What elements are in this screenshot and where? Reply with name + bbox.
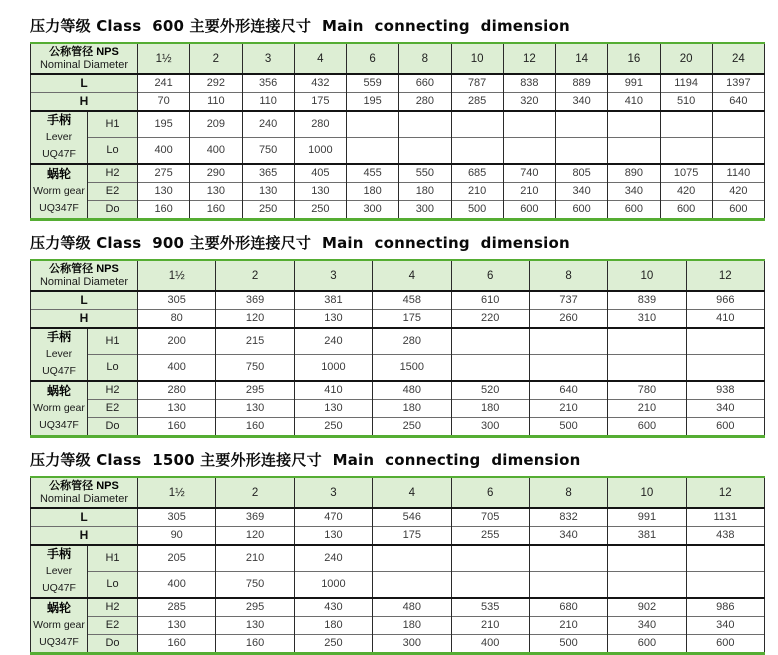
sub-label-cell: Lo [88, 138, 138, 165]
group-label-cell [31, 164, 88, 220]
value-cell: 600 [608, 418, 686, 437]
value-cell: 160 [138, 635, 216, 654]
value-cell [608, 138, 660, 165]
value-cell: 160 [138, 201, 190, 220]
value-cell: 210 [608, 400, 686, 418]
value-cell: 340 [529, 527, 607, 546]
value-cell: 210 [503, 183, 555, 201]
nominal-diameter-header-cell [31, 260, 138, 291]
header-line-zh: 公称管径 NPS [49, 262, 119, 275]
value-cell: 369 [216, 291, 294, 310]
column-header-cell: 2 [190, 43, 242, 74]
value-cell: 130 [242, 183, 294, 201]
value-cell: 290 [190, 164, 242, 183]
group-label-cell [31, 381, 88, 437]
column-header-cell: 3 [242, 43, 294, 74]
value-cell: 510 [660, 93, 712, 112]
value-cell: 400 [138, 355, 216, 382]
group-label-line: 手柄 [46, 113, 71, 127]
dimension-table [30, 259, 765, 438]
value-cell [608, 572, 686, 599]
value-cell: 600 [686, 635, 764, 654]
value-cell: 600 [686, 418, 764, 437]
value-cell: 991 [608, 74, 660, 93]
nominal-diameter-header-cell [31, 477, 138, 508]
sub-label-cell: H1 [88, 111, 138, 138]
value-cell [529, 572, 607, 599]
sub-label-cell: H2 [88, 164, 138, 183]
value-cell: 180 [347, 183, 399, 201]
column-header-cell: 10 [451, 43, 503, 74]
value-cell [556, 138, 608, 165]
value-cell: 295 [216, 598, 294, 617]
value-cell: 705 [451, 508, 529, 527]
dimension-table [30, 42, 765, 221]
group-label-line: Worm gear [33, 185, 85, 197]
value-cell: 680 [529, 598, 607, 617]
column-header-cell: 14 [556, 43, 608, 74]
value-cell: 889 [556, 74, 608, 93]
value-cell: 750 [216, 355, 294, 382]
value-cell: 1000 [294, 572, 372, 599]
row-label-cell: H [31, 93, 138, 112]
value-cell: 340 [608, 617, 686, 635]
value-cell: 300 [451, 418, 529, 437]
value-cell [399, 111, 451, 138]
value-cell: 381 [294, 291, 372, 310]
value-cell: 400 [138, 138, 190, 165]
dimension-table [30, 476, 765, 655]
value-cell: 210 [216, 545, 294, 572]
value-cell: 340 [608, 183, 660, 201]
value-cell [608, 328, 686, 355]
value-cell: 305 [138, 291, 216, 310]
value-cell: 839 [608, 291, 686, 310]
value-cell [451, 138, 503, 165]
value-cell: 546 [373, 508, 451, 527]
value-cell: 750 [216, 572, 294, 599]
value-cell: 160 [138, 418, 216, 437]
value-cell: 180 [294, 617, 372, 635]
value-cell: 275 [138, 164, 190, 183]
column-header-cell: 16 [608, 43, 660, 74]
value-cell: 250 [294, 418, 372, 437]
column-header-cell: 3 [294, 260, 372, 291]
value-cell: 260 [529, 310, 607, 329]
column-header-cell: 6 [451, 260, 529, 291]
sub-label-cell: E2 [88, 617, 138, 635]
group-label-line: 蜗轮 [46, 384, 71, 398]
header-line-en: Nominal Diameter [39, 275, 129, 288]
row-label-cell: H [31, 527, 138, 546]
value-cell: 610 [451, 291, 529, 310]
value-cell: 405 [294, 164, 346, 183]
value-cell: 110 [242, 93, 294, 112]
value-cell: 250 [294, 201, 346, 220]
value-cell: 130 [294, 527, 372, 546]
group-label-line: Worm gear [33, 619, 85, 631]
value-cell [451, 328, 529, 355]
group-label-line: UQ347F [39, 636, 79, 648]
value-cell: 130 [294, 310, 372, 329]
value-cell [529, 355, 607, 382]
value-cell: 890 [608, 164, 660, 183]
column-header-cell: 1½ [138, 43, 190, 74]
value-cell: 220 [451, 310, 529, 329]
value-cell: 1131 [686, 508, 764, 527]
value-cell [373, 572, 451, 599]
sub-label-cell: Do [88, 635, 138, 654]
value-cell: 240 [242, 111, 294, 138]
value-cell: 480 [373, 598, 451, 617]
value-cell: 432 [294, 74, 346, 93]
value-cell: 70 [138, 93, 190, 112]
value-cell [686, 572, 764, 599]
sub-label-cell: E2 [88, 183, 138, 201]
group-label-line: 蜗轮 [46, 167, 71, 181]
value-cell [686, 328, 764, 355]
column-header-cell: 24 [712, 43, 764, 74]
value-cell [608, 355, 686, 382]
header-line-en: Nominal Diameter [39, 492, 129, 505]
value-cell [660, 111, 712, 138]
value-cell [451, 572, 529, 599]
value-cell: 838 [503, 74, 555, 93]
value-cell: 110 [190, 93, 242, 112]
value-cell [373, 545, 451, 572]
value-cell: 241 [138, 74, 190, 93]
group-label-line: Lever UQ47F [42, 131, 76, 160]
sub-label-cell: H2 [88, 381, 138, 400]
value-cell: 130 [138, 617, 216, 635]
column-header-cell: 8 [529, 477, 607, 508]
sub-label-cell: H1 [88, 545, 138, 572]
row-label-cell: L [31, 291, 138, 310]
value-cell: 90 [138, 527, 216, 546]
value-cell: 250 [242, 201, 294, 220]
value-cell: 280 [399, 93, 451, 112]
value-cell: 458 [373, 291, 451, 310]
sub-label-cell: Lo [88, 355, 138, 382]
value-cell [347, 111, 399, 138]
column-header-cell: 4 [294, 43, 346, 74]
value-cell: 500 [529, 635, 607, 654]
value-cell: 381 [608, 527, 686, 546]
value-cell: 250 [294, 635, 372, 654]
value-cell: 285 [451, 93, 503, 112]
value-cell: 240 [294, 328, 372, 355]
value-cell: 340 [556, 93, 608, 112]
column-header-cell: 20 [660, 43, 712, 74]
value-cell: 410 [294, 381, 372, 400]
value-cell: 130 [216, 400, 294, 418]
value-cell: 195 [347, 93, 399, 112]
value-cell: 205 [138, 545, 216, 572]
value-cell: 1140 [712, 164, 764, 183]
value-cell: 280 [294, 111, 346, 138]
value-cell: 685 [451, 164, 503, 183]
value-cell: 305 [138, 508, 216, 527]
column-header-cell: 3 [294, 477, 372, 508]
value-cell: 255 [451, 527, 529, 546]
value-cell: 340 [556, 183, 608, 201]
value-cell: 1075 [660, 164, 712, 183]
value-cell: 130 [294, 400, 372, 418]
value-cell: 780 [608, 381, 686, 400]
group-label-cell [31, 598, 88, 654]
value-cell: 295 [216, 381, 294, 400]
value-cell: 175 [373, 310, 451, 329]
sub-label-cell: Lo [88, 572, 138, 599]
value-cell: 500 [529, 418, 607, 437]
column-header-cell: 8 [529, 260, 607, 291]
value-cell: 500 [451, 201, 503, 220]
value-cell [503, 111, 555, 138]
sub-label-cell: E2 [88, 400, 138, 418]
value-cell: 1500 [373, 355, 451, 382]
row-label-cell: H [31, 310, 138, 329]
value-cell: 180 [399, 183, 451, 201]
value-cell: 1397 [712, 74, 764, 93]
value-cell: 210 [529, 617, 607, 635]
column-header-cell: 2 [216, 477, 294, 508]
row-label-cell: L [31, 74, 138, 93]
value-cell: 737 [529, 291, 607, 310]
value-cell [399, 138, 451, 165]
value-cell: 300 [373, 635, 451, 654]
group-label-line: 蜗轮 [46, 601, 71, 615]
value-cell: 215 [216, 328, 294, 355]
value-cell: 805 [556, 164, 608, 183]
value-cell: 320 [503, 93, 555, 112]
header-line-zh: 公称管径 NPS [49, 479, 119, 492]
column-header-cell: 4 [373, 260, 451, 291]
tables-container [30, 17, 765, 655]
value-cell: 938 [686, 381, 764, 400]
value-cell: 130 [190, 183, 242, 201]
value-cell: 1000 [294, 355, 372, 382]
value-cell: 480 [373, 381, 451, 400]
value-cell: 160 [190, 201, 242, 220]
header-line-zh: 公称管径 NPS [49, 45, 119, 58]
value-cell [451, 111, 503, 138]
value-cell: 438 [686, 527, 764, 546]
column-header-cell: 1½ [138, 260, 216, 291]
value-cell: 300 [347, 201, 399, 220]
column-header-cell: 10 [608, 477, 686, 508]
group-label-cell [31, 545, 88, 598]
value-cell: 470 [294, 508, 372, 527]
value-cell: 195 [138, 111, 190, 138]
group-label-cell [31, 328, 88, 381]
value-cell: 600 [556, 201, 608, 220]
value-cell: 175 [294, 93, 346, 112]
group-label-line: Lever UQ47F [42, 565, 76, 594]
value-cell: 600 [608, 635, 686, 654]
value-cell: 80 [138, 310, 216, 329]
value-cell: 340 [686, 400, 764, 418]
group-label-line: UQ347F [39, 202, 79, 214]
value-cell [347, 138, 399, 165]
column-header-cell: 1½ [138, 477, 216, 508]
value-cell: 535 [451, 598, 529, 617]
value-cell [712, 138, 764, 165]
value-cell: 356 [242, 74, 294, 93]
value-cell [712, 111, 764, 138]
sub-label-cell: Do [88, 201, 138, 220]
value-cell: 250 [373, 418, 451, 437]
value-cell [451, 355, 529, 382]
value-cell [686, 355, 764, 382]
value-cell: 410 [686, 310, 764, 329]
value-cell: 400 [190, 138, 242, 165]
value-cell: 410 [608, 93, 660, 112]
value-cell: 300 [399, 201, 451, 220]
value-cell: 209 [190, 111, 242, 138]
value-cell: 130 [138, 183, 190, 201]
value-cell: 400 [138, 572, 216, 599]
value-cell: 455 [347, 164, 399, 183]
value-cell: 430 [294, 598, 372, 617]
value-cell: 640 [529, 381, 607, 400]
column-header-cell: 12 [686, 477, 764, 508]
value-cell: 160 [216, 635, 294, 654]
value-cell: 1194 [660, 74, 712, 93]
value-cell: 365 [242, 164, 294, 183]
value-cell: 660 [399, 74, 451, 93]
value-cell: 740 [503, 164, 555, 183]
value-cell [608, 545, 686, 572]
value-cell: 750 [242, 138, 294, 165]
value-cell: 787 [451, 74, 503, 93]
value-cell: 210 [529, 400, 607, 418]
value-cell: 832 [529, 508, 607, 527]
group-label-cell [31, 111, 88, 164]
value-cell: 902 [608, 598, 686, 617]
value-cell [608, 111, 660, 138]
value-cell [686, 545, 764, 572]
group-label-line: Worm gear [33, 402, 85, 414]
table-title: 压力等级 Class 600 主要外形连接尺寸 Main connecting dimension [30, 17, 570, 35]
group-label-line: 手柄 [46, 330, 71, 344]
column-header-cell: 6 [451, 477, 529, 508]
value-cell: 120 [216, 310, 294, 329]
value-cell: 292 [190, 74, 242, 93]
value-cell: 180 [451, 400, 529, 418]
value-cell [556, 111, 608, 138]
value-cell: 210 [451, 617, 529, 635]
group-label-line: UQ347F [39, 419, 79, 431]
nominal-diameter-header-cell [31, 43, 138, 74]
value-cell: 600 [660, 201, 712, 220]
value-cell: 280 [138, 381, 216, 400]
row-label-cell: L [31, 508, 138, 527]
column-header-cell: 2 [216, 260, 294, 291]
value-cell: 160 [216, 418, 294, 437]
value-cell [660, 138, 712, 165]
group-label-line: Lever UQ47F [42, 348, 76, 377]
value-cell: 210 [451, 183, 503, 201]
value-cell: 310 [608, 310, 686, 329]
value-cell [529, 545, 607, 572]
value-cell: 280 [373, 328, 451, 355]
value-cell: 991 [608, 508, 686, 527]
column-header-cell: 10 [608, 260, 686, 291]
sub-label-cell: Do [88, 418, 138, 437]
value-cell: 285 [138, 598, 216, 617]
column-header-cell: 8 [399, 43, 451, 74]
header-line-en: Nominal Diameter [39, 58, 129, 71]
table-title: 压力等级 Class 1500 主要外形连接尺寸 Main connecting dimension [30, 451, 581, 469]
value-cell: 120 [216, 527, 294, 546]
value-cell: 600 [712, 201, 764, 220]
value-cell: 986 [686, 598, 764, 617]
value-cell [529, 328, 607, 355]
value-cell: 200 [138, 328, 216, 355]
value-cell: 420 [712, 183, 764, 201]
value-cell: 1000 [294, 138, 346, 165]
column-header-cell: 12 [686, 260, 764, 291]
value-cell: 400 [451, 635, 529, 654]
value-cell: 640 [712, 93, 764, 112]
value-cell [451, 545, 529, 572]
value-cell: 420 [660, 183, 712, 201]
table-title: 压力等级 Class 900 主要外形连接尺寸 Main connecting dimension [30, 234, 570, 252]
value-cell: 180 [373, 617, 451, 635]
column-header-cell: 6 [347, 43, 399, 74]
value-cell: 130 [216, 617, 294, 635]
value-cell: 180 [373, 400, 451, 418]
value-cell: 340 [686, 617, 764, 635]
sub-label-cell: H1 [88, 328, 138, 355]
value-cell: 369 [216, 508, 294, 527]
value-cell: 130 [138, 400, 216, 418]
value-cell: 175 [373, 527, 451, 546]
value-cell: 240 [294, 545, 372, 572]
group-label-line: 手柄 [46, 547, 71, 561]
value-cell: 966 [686, 291, 764, 310]
value-cell: 600 [608, 201, 660, 220]
value-cell: 130 [294, 183, 346, 201]
value-cell: 550 [399, 164, 451, 183]
value-cell [503, 138, 555, 165]
value-cell: 520 [451, 381, 529, 400]
value-cell: 600 [503, 201, 555, 220]
column-header-cell: 4 [373, 477, 451, 508]
value-cell: 559 [347, 74, 399, 93]
column-header-cell: 12 [503, 43, 555, 74]
sub-label-cell: H2 [88, 598, 138, 617]
